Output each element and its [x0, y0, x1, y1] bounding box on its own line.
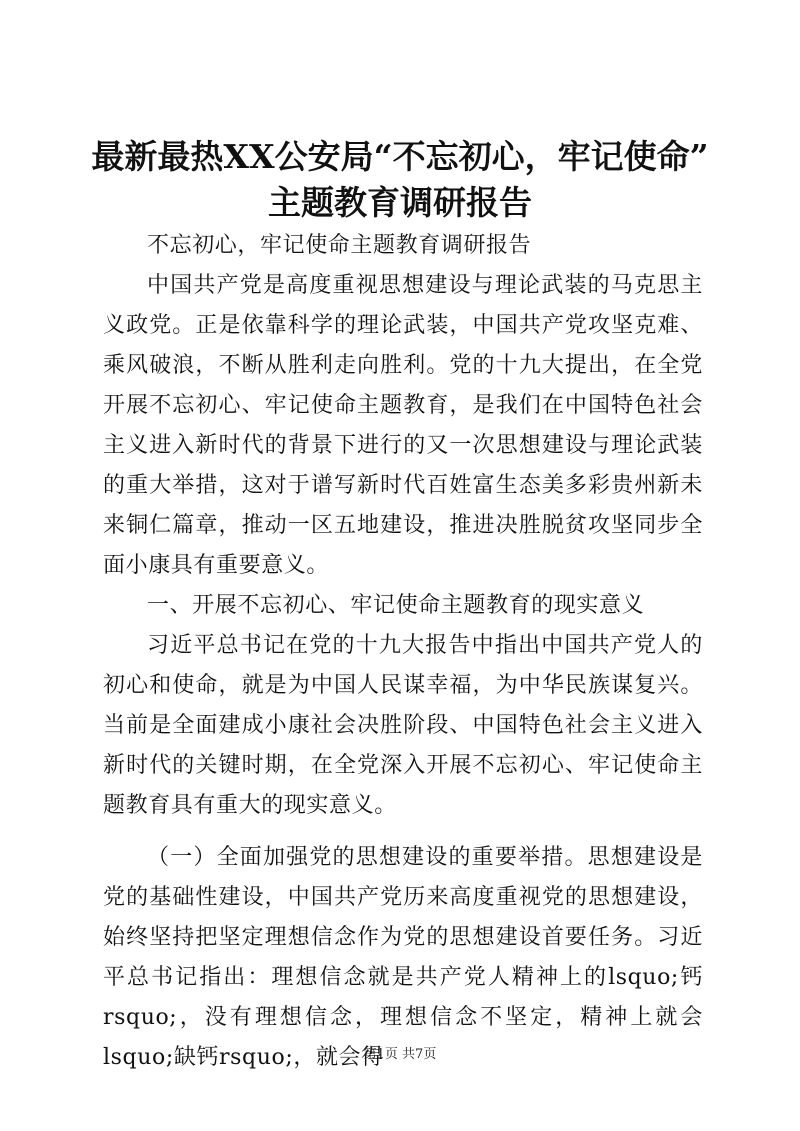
section-heading-1: 一、开展不忘初心、牢记使命主题教育的现实意义: [147, 593, 645, 618]
document-body: [103, 226, 703, 1078]
intro-paragraph: 中国共产党是高度重视思想建设与理论武装的马克思主义政党。正是依靠科学的理论武装，中国共产党攻坚克难、乘风破浪，不断从胜利走向胜利。党的十九大提出，在全党开展不忘初心、牢记使命主题教育，是我们在中国特色社会主义进入新时代的背景下进行的又一次思想建设与理论武装的重大举措，这对于谱写新时代百姓富生态美多彩贵州新未来铜仁篇章，推动一区五地建设，推进决胜脱贫攻坚同步全面小康具有重要意义。: [103, 273, 703, 578]
subsection-1-paragraph: （一）全面加强党的思想建设的重要举措。思想建设是党的基础性建设，中国共产党历来高度重视党的思想建设，始终坚持把坚定理想信念作为党的思想建设首要任务。习近平总书记指出：理想信念就是共产党人精神上的lsquo;钙rsquo;，没有理想信念，理想信念不坚定，精神上就会lsquo;缺钙rsquo;，就会得: [103, 845, 703, 1070]
section-1-paragraph: 习近平总书记在党的十九大报告中指出中国共产党人的初心和使命，就是为中国人民谋幸福，为中华民族谋复兴。当前是全面建成小康社会决胜阶段、中国特色社会主义进入新时代的关键时期，在全党深入开展不忘初心、牢记使命主题教育具有重大的现实意义。: [103, 633, 703, 818]
subtitle-paragraph: 不忘初心，牢记使命主题教育调研报告: [147, 233, 532, 258]
document-title-line-1: 最新最热XX公安局“不忘初心，牢记使命”: [91, 137, 709, 176]
page-number-footer: 第1页 共7页: [363, 1047, 437, 1062]
document-title-line-2: 主题教育调研报告: [268, 183, 532, 222]
